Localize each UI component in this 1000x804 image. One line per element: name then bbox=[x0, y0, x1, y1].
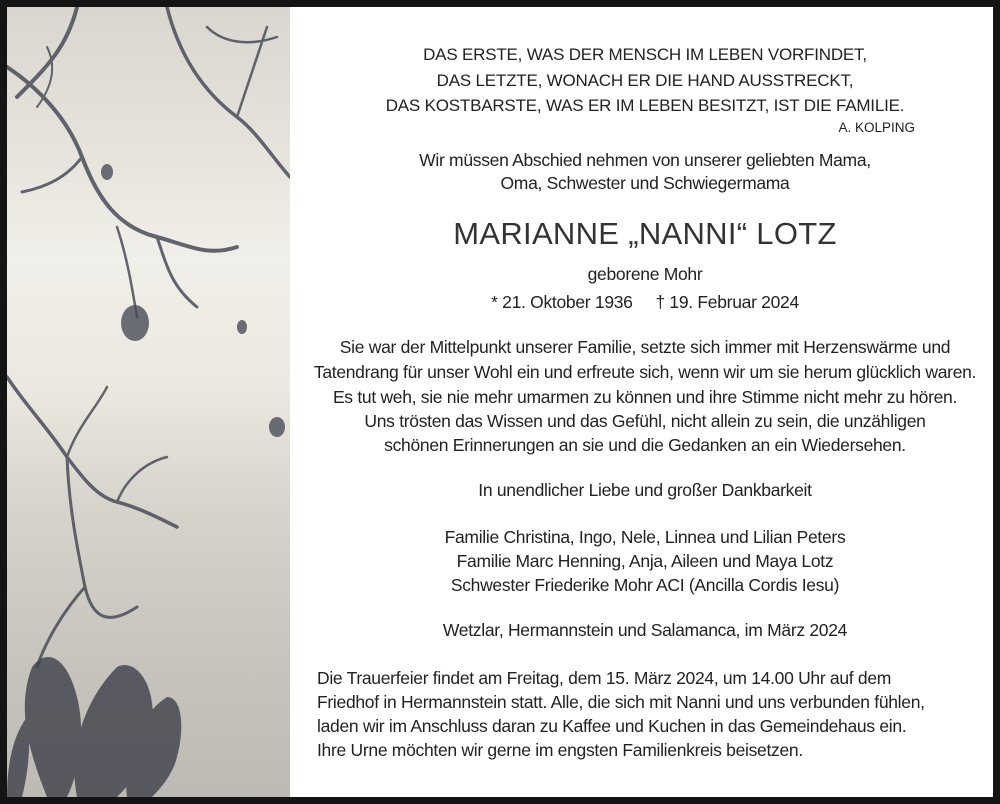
magnolia-branch-image bbox=[7, 7, 290, 797]
service-line: Die Trauerfeier findet am Freitag, dem 15. März 2024, um 14.00 Uhr auf dem bbox=[317, 668, 892, 688]
quote-line: DAS KOSTBARSTE, WAS ER IM LEBEN BESITZT, IST DIE FAMILIE. bbox=[385, 96, 905, 115]
service-line: Friedhof in Hermannstein statt. Alle, die sich mit Nanni und uns verbunden fühlen, bbox=[317, 692, 925, 712]
notice-text bbox=[297, 7, 993, 797]
service-line: Ihre Urne möchten wir gerne im engsten Familienkreis beisetzen. bbox=[317, 740, 803, 760]
deceased-name: MARIANNE „NANNI“ LOTZ bbox=[453, 216, 837, 251]
mourner-line: Familie Christina, Ingo, Nele, Linnea und Lilian Peters bbox=[444, 527, 846, 547]
tribute-line: Sie war der Mittelpunkt unserer Familie, setzte sich immer mit Herzenswärme und bbox=[339, 337, 951, 357]
birth-name: geborene Mohr bbox=[587, 264, 703, 284]
place-date: Wetzlar, Hermannstein und Salamanca, im März 2024 bbox=[442, 620, 848, 640]
tribute-line: Es tut weh, sie nie mehr umarmen zu können und ihre Stimme nicht mehr zu hören. bbox=[332, 387, 958, 407]
tribute-line: Uns trösten das Wissen und das Gefühl, nicht allein zu sein, die unzähligen bbox=[364, 411, 926, 431]
quote-author: A. KOLPING bbox=[838, 120, 915, 135]
death-date: † 19. Februar 2024 bbox=[655, 292, 799, 312]
closing-line: In unendlicher Liebe und großer Dankbarkeit bbox=[478, 480, 812, 500]
tribute-line: schönen Erinnerungen an sie und die Gedanken an ein Wiedersehen. bbox=[384, 435, 906, 455]
branch-silhouette-icon bbox=[7, 7, 290, 797]
mourner-line: Schwester Friederike Mohr ACI (Ancilla Cordis Iesu) bbox=[450, 575, 840, 595]
quote-line: DAS LETZTE, WONACH ER DIE HAND AUSSTRECKT, bbox=[436, 71, 854, 90]
intro-line: Oma, Schwester und Schwiegermama bbox=[500, 173, 790, 193]
quote-line: DAS ERSTE, WAS DER MENSCH IM LEBEN VORFINDET, bbox=[423, 45, 867, 64]
service-line: laden wir im Anschluss daran zu Kaffee und Kuchen in das Gemeindehaus ein. bbox=[317, 716, 907, 736]
intro-line: Wir müssen Abschied nehmen von unserer geliebten Mama, bbox=[419, 150, 871, 170]
birth-date: * 21. Oktober 1936 bbox=[491, 292, 633, 312]
tribute-line: Tatendrang für unser Wohl ein und erfreute sich, wenn wir um sie herum glücklich waren. bbox=[313, 362, 977, 382]
mourner-line: Familie Marc Henning, Anja, Aileen und Maya Lotz bbox=[456, 551, 834, 571]
life-dates bbox=[297, 291, 993, 313]
